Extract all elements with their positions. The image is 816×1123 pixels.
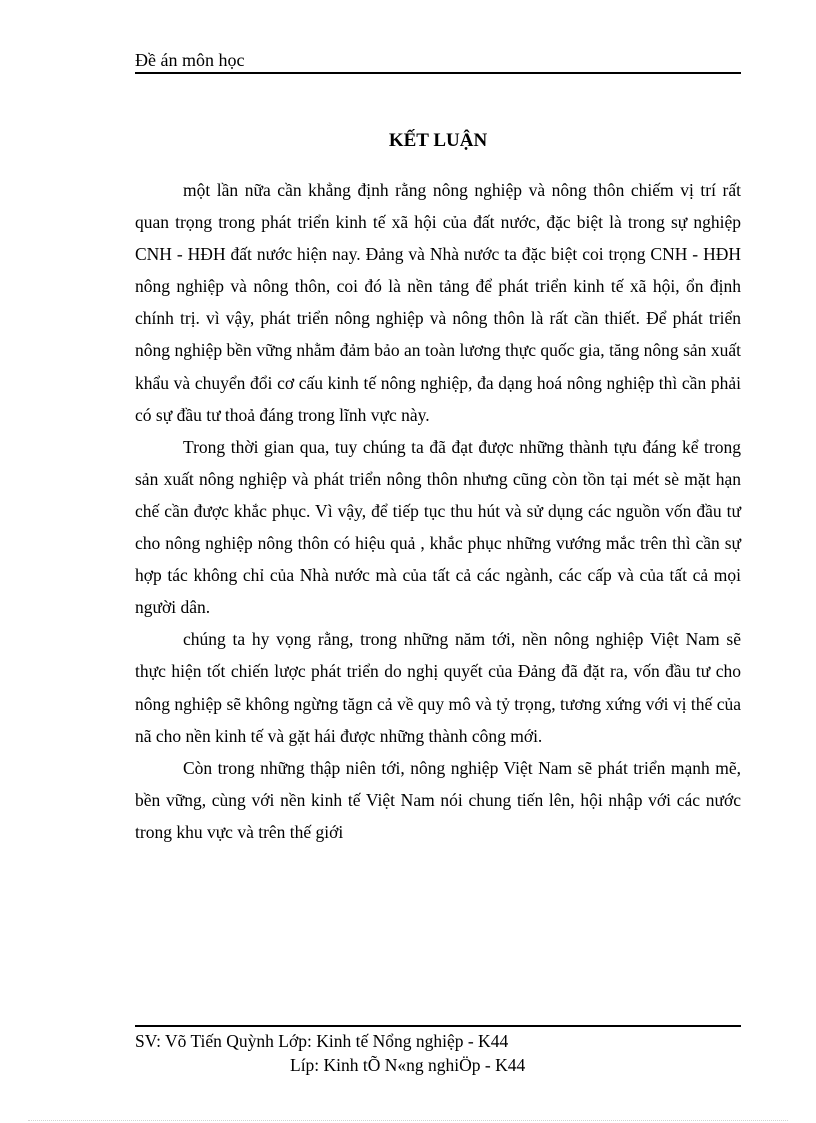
header-divider [135, 72, 741, 74]
document-body [135, 174, 741, 848]
paragraph-3: chúng ta hy vọng rằng, trong những năm tới, nền nông nghiệp Việt Nam sẽ thực hiện tốt chiến lược phát triển do nghị quyết của Đảng đã đặt ra, vốn đầu tư cho nông nghiệp sẽ không ngừng tăgn cả về quy mô và tỷ trọng, tương xứng với vị thế của nã cho nền kinh tế và gặt hái được những thành công mới. [135, 629, 741, 746]
section-title: KẾT LUẬN [388, 130, 488, 151]
paragraph-1: một lần nữa cần khẳng định rằng nông nghiệp và nông thôn chiếm vị trí rất quan trọng trong phát triển kinh tế xã hội của đất nước, đặc biệt là trong sự nghiệp CNH - HĐH đất nước hiện nay. Đảng và Nhà nước ta đặc biệt coi trọng CNH - HĐH nông nghiệp và nông thôn, coi đó là nền tảng để phát triển kinh tế xã hội, ổn định chính trị. vì vậy, phát triển nông nghiệp và nông thôn là rất cần thiết. Để phát triển nông nghiệp bền vững nhằm đảm bảo an toàn lương thực quốc gia, tăng nông sản xuất khẩu và chuyển đổi cơ cấu kinh tế nông nghiệp, đa dạng hoá nông nghiệp thì cần phải có sự đầu tư thoả đáng trong lĩnh vực này. [135, 180, 741, 425]
footer-divider [135, 1025, 741, 1027]
footer-class-garbled: Líp: Kinh tÕ N«ng nghiÖp - K44 [290, 1055, 526, 1075]
paragraph-4: Còn trong những thập niên tới, nông nghiệp Việt Nam sẽ phát triển mạnh mẽ, bền vững, cùng với nền kinh tế Việt Nam nói chung tiến lên, hội nhập với các nước trong khu vực và trên thế giới [135, 757, 741, 842]
footer-student-class: SV: Võ Tiến Quỳnh Lớp: Kinh tế Nổng nghiệp - K44 [135, 1031, 509, 1051]
page-header: Đề án môn học [135, 50, 245, 70]
paragraph-2: Trong thời gian qua, tuy chúng ta đã đạt được những thành tựu đáng kể trong sản xuất nông nghiệp và phát triển nông thôn nhưng cũng còn tồn tại mét sè mặt hạn chế cần được khắc phục. Vì vậy, để tiếp tục thu hút và sử dụng các nguồn vốn đầu tư cho nông nghiệp nông thôn có hiệu quả , khắc phục những vướng mắc trên thì cần sự hợp tác không chỉ của Nhà nước mà của tất cả các ngành, các cấp và của tất cả mọi người dân. [135, 436, 741, 618]
page-bottom-dotted-border [28, 1120, 788, 1121]
